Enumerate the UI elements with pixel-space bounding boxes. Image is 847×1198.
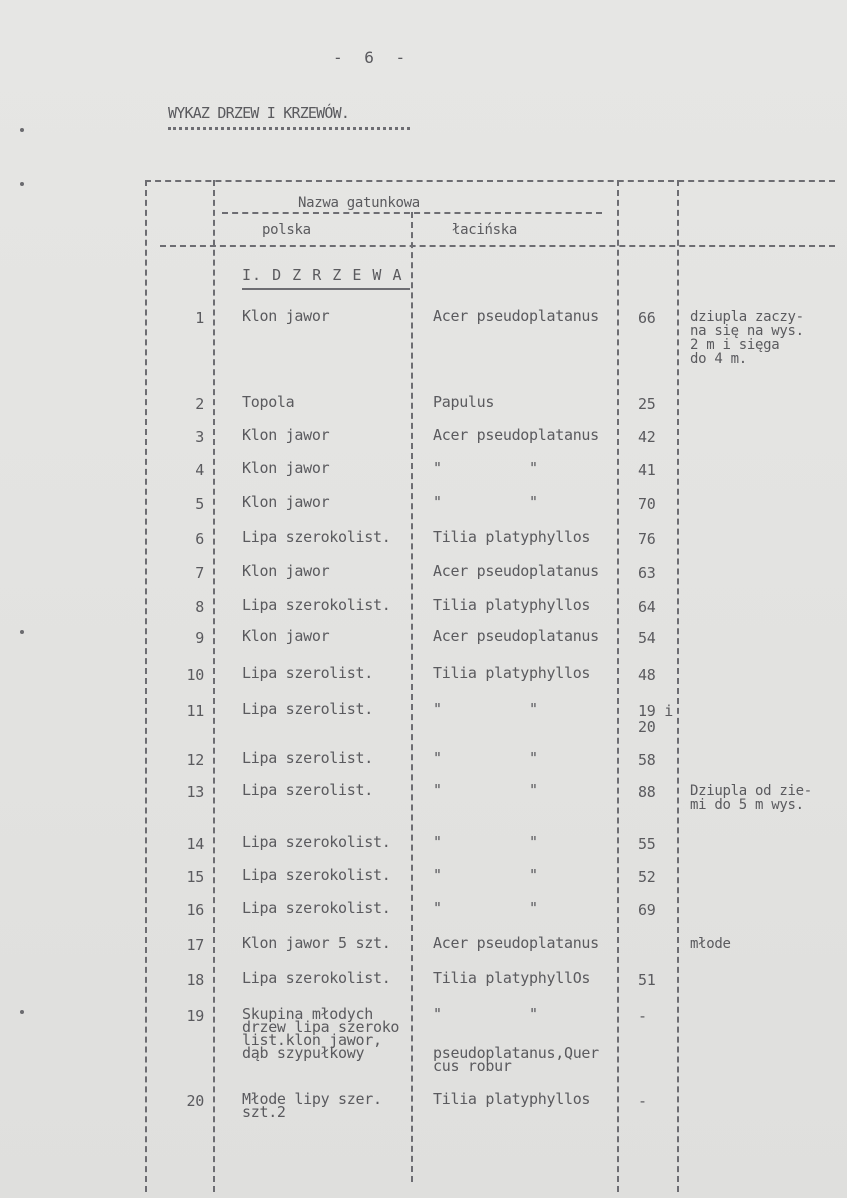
row-number: 9 [195,629,204,647]
cell-polish: Klon jawor [242,459,330,477]
header-group-label: Nazwa gatunkowa [298,195,420,211]
cell-polish: Klon jawor [242,307,330,325]
row-number: 18 [186,971,204,989]
row-number: 11 [186,702,204,720]
cell-polish: Topola [242,393,295,411]
cell-latin: " " [433,459,538,477]
row-number: 17 [186,936,204,954]
cell-polish: Lipa szerokolist. [242,528,391,546]
row-number: 1 [195,309,204,327]
cell-latin: Acer pseudoplatanus [433,627,599,645]
cell-polish: Klon jawor [242,426,330,444]
cell-polish: Lipa szerokolist. [242,969,391,987]
cell-latin: " " [433,749,538,767]
cell-polish: Skupina młodych drzew lipa szeroko list.klon jawor, dąb szypułkowy [242,1005,400,1062]
row-number: 15 [186,868,204,886]
cell-polish: Lipa szerokolist. [242,596,391,614]
cell-value: 51 [638,971,656,989]
cell-polish: Lipa szerolist. [242,749,373,767]
cell-remark: Dziupla od zie- mi do 5 m wys. [690,783,812,813]
cell-value: 19 i 20 [638,702,673,736]
cell-value: 69 [638,901,656,919]
row-number: 13 [186,783,204,801]
cell-latin: Acer pseudoplatanus [433,426,599,444]
cell-polish: Klon jawor [242,627,330,645]
cell-polish: Lipa szerokolist. [242,899,391,917]
row-number: 12 [186,751,204,769]
row-number: 2 [195,395,204,413]
row-number: 7 [195,564,204,582]
cell-value: 52 [638,868,656,886]
row-number: 3 [195,428,204,446]
cell-value: 63 [638,564,656,582]
cell-value: - [638,1092,647,1110]
cell-value: 25 [638,395,656,413]
cell-latin: Tilia platyphyllos [433,528,591,546]
cell-latin: Tilia platyphyllos [433,1090,591,1108]
cell-latin: Tilia platyphyllOs [433,969,591,987]
header-latin: łacińska [452,222,518,238]
cell-value: 54 [638,629,656,647]
cell-value: - [638,1007,647,1025]
cell-latin: " " pseudoplatanus,Quer cus robur [433,1005,599,1075]
cell-value: 66 [638,309,656,327]
cell-polish: Lipa szerolist. [242,781,373,799]
cell-polish: Klon jawor 5 szt. [242,934,391,952]
cell-polish: Lipa szerokolist. [242,833,391,851]
cell-polish: Klon jawor [242,493,330,511]
cell-polish: Lipa szerokolist. [242,866,391,884]
cell-value: 88 [638,783,656,801]
cell-polish: Lipa szerolist. [242,664,373,682]
cell-polish: Lipa szerolist. [242,700,373,718]
cell-value: 70 [638,495,656,513]
cell-value: 48 [638,666,656,684]
row-number: 4 [195,461,204,479]
header-polish: polska [262,222,311,238]
cell-latin: Papulus [433,393,495,411]
row-number: 16 [186,901,204,919]
cell-latin: Acer pseudoplatanus [433,307,599,325]
cell-latin: Tilia platyphyllos [433,664,591,682]
cell-remark: dziupla zaczy- na się na wys. 2 m i sięga do 4 m. [690,309,804,367]
row-number: 19 [186,1007,204,1025]
page-title: WYKAZ DRZEW I KRZEWÓW. [168,104,350,122]
cell-remark: młode [690,936,731,952]
cell-value: 64 [638,598,656,616]
cell-latin: " " [433,833,538,851]
cell-latin: Acer pseudoplatanus [433,562,599,580]
cell-value: 41 [638,461,656,479]
row-number: 10 [186,666,204,684]
cell-latin: " " [433,866,538,884]
cell-value: 42 [638,428,656,446]
cell-polish: Młode lipy szer. szt.2 [242,1090,382,1121]
cell-value: 76 [638,530,656,548]
cell-latin: Acer pseudoplatanus [433,934,599,952]
section-label: I. D Z R Z E W A [242,266,403,284]
cell-value: 58 [638,751,656,769]
cell-latin: Tilia platyphyllos [433,596,591,614]
cell-latin: " " [433,493,538,511]
row-number: 8 [195,598,204,616]
cell-value: 55 [638,835,656,853]
page-number: - 6 - [333,48,412,67]
row-number: 6 [195,530,204,548]
row-number: 20 [186,1092,204,1110]
cell-latin: " " [433,781,538,799]
row-number: 14 [186,835,204,853]
cell-latin: " " [433,700,538,718]
row-number: 5 [195,495,204,513]
cell-polish: Klon jawor [242,562,330,580]
cell-latin: " " [433,899,538,917]
